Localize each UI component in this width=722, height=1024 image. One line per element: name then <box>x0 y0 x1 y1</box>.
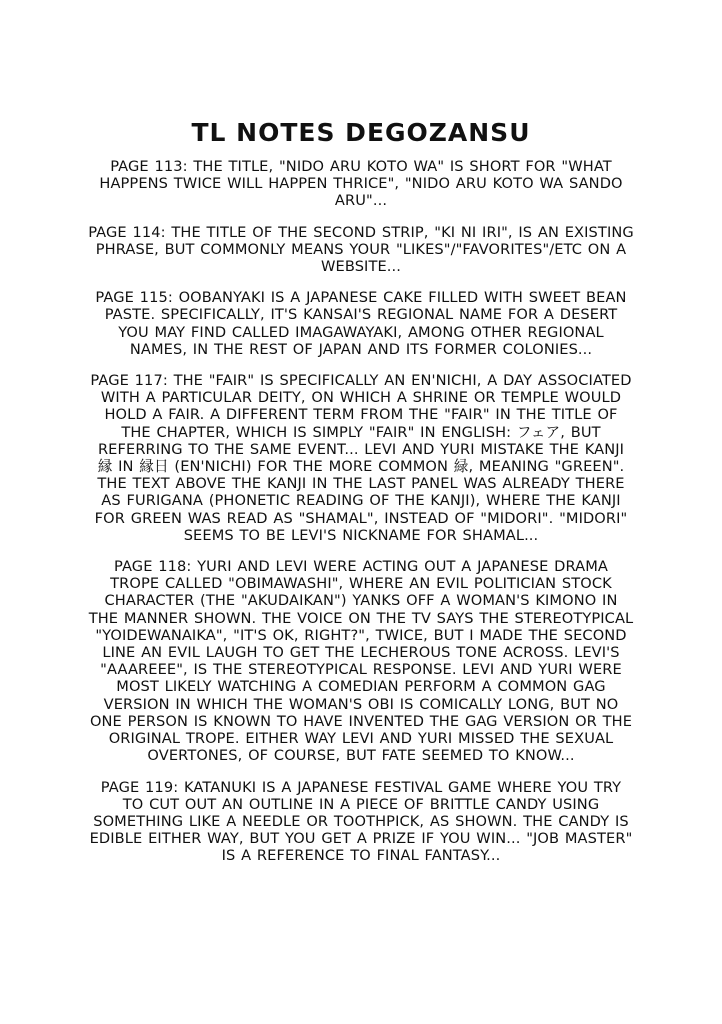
note-page-114: PAGE 114: THE TITLE OF THE SECOND STRIP, "KI NI IRI", IS AN EXISTING PHRASE, BUT COMMONLY MEANS YOUR "LIKES"/"FAVORITES"/ETC ON A WEBSITE... <box>88 223 634 276</box>
note-page-117: PAGE 117: THE "FAIR" IS SPECIFICALLY AN EN'NICHI, A DAY ASSOCIATED WITH A PARTICULAR DEITY, ON WHICH A SHRINE OR TEMPLE WOULD HOLD A FAIR. A DIFFERENT TERM FROM THE "FAIR" IN THE TITLE OF THE CHAPTER, WHICH IS SIMPLY "FAIR" IN ENGLISH: フェア, BUT REFERRING TO THE SAME EVENT... LEVI AND YURI MISTAKE THE KANJI 縁 IN 縁日 (EN'NICHI) FOR THE MORE COMMON 緑, MEANING "GREEN". THE TEXT ABOVE THE KANJI IN THE LAST PANEL WAS ALREADY THERE AS FURIGANA (PHONETIC READING OF THE KANJI), WHERE THE KANJI FOR GREEN WAS READ AS "SHAMAL", INSTEAD OF "MIDORI". "MIDORI" SEEMS TO BE LEVI'S NICKNAME FOR SHAMAL... <box>90 372 632 544</box>
note-page-113: PAGE 113: THE TITLE, "NIDO ARU KOTO WA" IS SHORT FOR "WHAT HAPPENS TWICE WILL HAPPEN THRICE", "NIDO ARU KOTO WA SANDO ARU"... <box>99 158 623 210</box>
page-title: TL NOTES DEGOZANSU <box>191 118 531 147</box>
note-page-118: PAGE 118: YURI AND LEVI WERE ACTING OUT A JAPANESE DRAMA TROPE CALLED "OBIMAWASHI", WHERE AN EVIL POLITICIAN STOCK CHARACTER (THE "AKUDAIKAN") YANKS OFF A WOMAN'S KIMONO IN THE MANNER SHOWN. THE VOICE ON THE TV SAYS THE STEREOTYPICAL "YOIDEWANAIKA", "IT'S OK, RIGHT?", TWICE, BUT I MADE THE SECOND LINE AN EVIL LAUGH TO GET THE LECHEROUS TONE ACROSS. LEVI'S "AAAREEE", IS THE STEREOTYPICAL RESPONSE. LEVI AND YURI WERE MOST LIKELY WATCHING A COMEDIAN PERFORM A COMMON GAG VERSION IN WHICH THE WOMAN'S OBI IS COMICALLY LONG, BUT NO ONE PERSON IS KNOWN TO HAVE INVENTED THE GAG VERSION OR THE ORIGINAL TROPE. EITHER WAY LEVI AND YURI MISSED THE SEXUAL OVERTONES, OF COURSE, BUT FATE SEEMED TO KNOW... <box>88 558 634 765</box>
note-page-115: PAGE 115: OOBANYAKI IS A JAPANESE CAKE FILLED WITH SWEET BEAN PASTE. SPECIFICALLY, IT'S KANSAI'S REGIONAL NAME FOR A DESERT YOU MAY FIND CALLED IMAGAWAYAKI, AMONG OTHER REGIONAL NAMES, IN THE REST OF JAPAN AND ITS FORMER COLONIES... <box>95 289 627 358</box>
translation-notes-list <box>88 158 634 879</box>
note-page-119: PAGE 119: KATANUKI IS A JAPANESE FESTIVAL GAME WHERE YOU TRY TO CUT OUT AN OUTLINE IN A PIECE OF BRITTLE CANDY USING SOMETHING LIKE A NEEDLE OR TOOTHPICK, AS SHOWN. THE CANDY IS EDIBLE EITHER WAY, BUT YOU GET A PRIZE IF YOU WIN... "JOB MASTER" IS A REFERENCE TO FINAL FANTASY... <box>89 778 633 865</box>
